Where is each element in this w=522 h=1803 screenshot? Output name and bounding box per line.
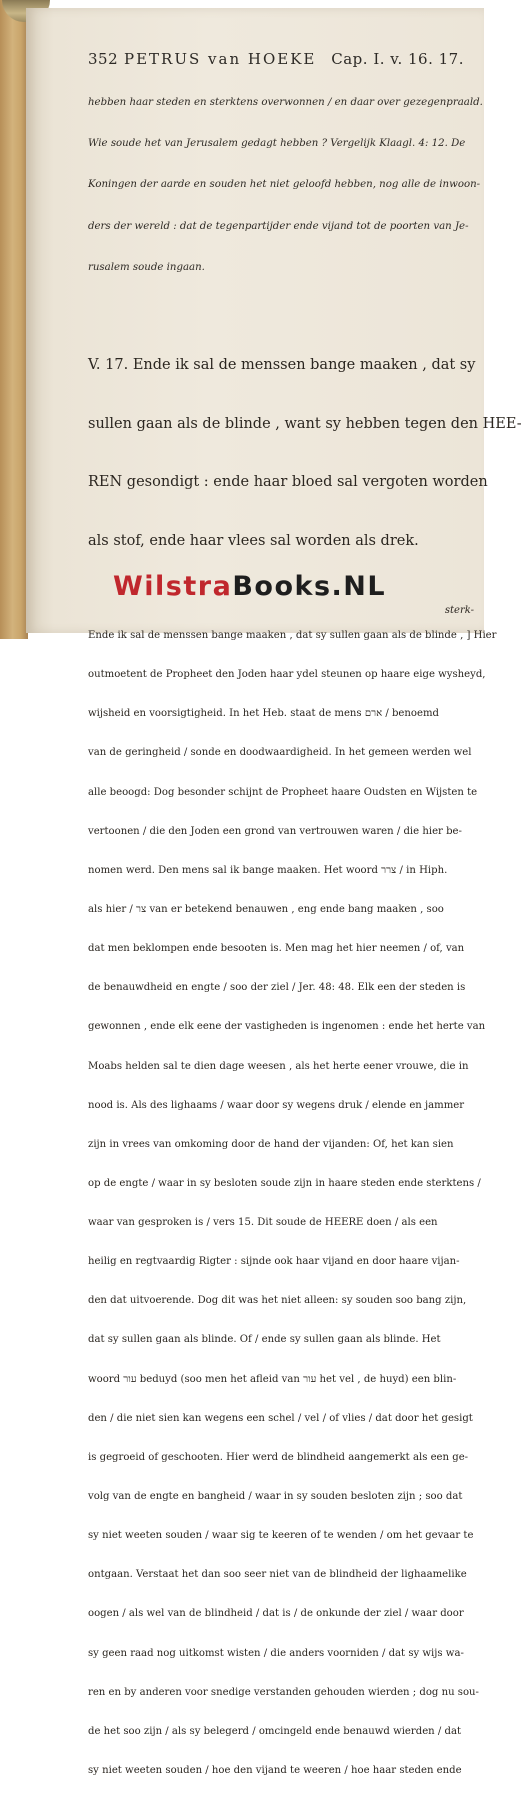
- commentary-line: als hier / צר van er betekend benauwen , eng ende bang maaken , soo: [88, 903, 444, 915]
- text-line: hebben haar steden en sterktens overwonnen / en daar over gezegenpraald.: [88, 96, 483, 108]
- page-number: 352: [88, 50, 119, 68]
- running-head-reference: Cap. I. v. 16. 17.: [331, 50, 464, 68]
- commentary-line: oogen / als wel van de blindheid / dat is / de onkunde der ziel / waar door: [88, 1608, 464, 1620]
- commentary-line: gewonnen , ende elk eene der vastigheden is ingenomen : ende het herte van: [88, 1021, 486, 1033]
- page-content: [88, 50, 522, 1803]
- watermark-part-red: Wilstra: [113, 571, 233, 602]
- running-head: [88, 50, 480, 68]
- book-page: [26, 8, 522, 1777]
- commentary-line: wijsheid en voorsigtigheid. In het Heb. staat de mens ארם / benoemd: [88, 708, 439, 720]
- commentary-line: nomen werd. Den mens sal ik bange maaken. Het woord צרר / in Hiph.: [88, 864, 448, 876]
- verse-line: V. 17. Ende ik sal de menssen bange maaken , dat sy: [88, 356, 476, 373]
- verse-line: als stof, ende haar vlees sal worden als drek.: [88, 533, 419, 550]
- watermark-logo: [113, 571, 386, 602]
- commentary-line: op de engte / waar in sy besloten soude zijn in haare steden ende sterktens /: [88, 1177, 481, 1189]
- commentary-line: sy niet weeten souden / waar sig te keeren of te wenden / om het gevaar te: [88, 1530, 474, 1542]
- text-line: rusalem soude ingaan.: [88, 262, 205, 274]
- verse-line: sullen gaan als de blinde , want sy hebben tegen den HEE-: [88, 415, 522, 432]
- commentary-line: waar van gesproken is / vers 15. Dit soude de HEERE doen / als een: [88, 1217, 438, 1229]
- commentary-line: de benauwdheid en engte / soo der ziel / Jer. 48: 48. Elk een der steden is: [88, 982, 466, 994]
- commentary-line: Ende ik sal de menssen bange maaken , dat sy sullen gaan als de blinde , ] Hier: [88, 629, 497, 641]
- top-paragraph: [88, 68, 483, 303]
- commentary-line: de het soo zijn / als sy belegerd / omcingeld ende benauwd wierden / dat: [88, 1725, 462, 1737]
- commentary-line: den dat uitvoerende. Dog dit was het niet alleen: sy souden soo bang zijn,: [88, 1295, 467, 1307]
- commentary-line: dat sy sullen gaan als blinde. Of / ende sy sullen gaan als blinde. Het: [88, 1334, 441, 1346]
- book-spine: [0, 0, 28, 639]
- commentary-line: nood is. Als des lighaams / waar door sy wegens druk / elende en jammer: [88, 1099, 465, 1111]
- commentary-paragraph: [88, 603, 497, 1803]
- commentary-line: ontgaan. Verstaat het dan soo seer niet van de blindheid der lighaamelike: [88, 1569, 467, 1581]
- commentary-line: woord עור beduyd (soo men het afleid van עור het vel , de huyd) een blin-: [88, 1373, 457, 1385]
- verse-17-paragraph: [88, 317, 522, 591]
- commentary-line: volg van de engte en bangheid / waar in sy souden besloten zijn ; soo dat: [88, 1491, 463, 1503]
- commentary-line: sy geen raad nog uitkomst wisten / die anders voorniden / dat sy wijs wa-: [88, 1647, 464, 1659]
- commentary-line: vertoonen / die den Joden een grond van vertrouwen waren / die hier be-: [88, 825, 462, 837]
- commentary-line: Moabs helden sal te dien dage weesen , als het herte eener vrouwe, die in: [88, 1060, 469, 1072]
- catchword: sterk-: [444, 605, 474, 616]
- commentary-line: dat men beklompen ende besooten is. Men mag het hier neemen / of, van: [88, 943, 465, 955]
- watermark-part-black: Books.NL: [232, 571, 387, 602]
- text-line: ders der wereld : dat de tegenpartijder ende vijand tot de poorten van Je-: [88, 220, 469, 232]
- commentary-line: outmoetent de Propheet den Joden haar ydel steunen op haare eige wysheyd,: [88, 669, 486, 681]
- text-line: Koningen der aarde en souden het niet geloofd hebben, nog alle de inwoon-: [88, 179, 481, 191]
- commentary-line: is gegroeid of geschooten. Hier werd de blindheid aangemerkt als een ge-: [88, 1451, 469, 1463]
- verse-line: REN gesondigt : ende haar bloed sal vergoten worden: [88, 474, 488, 491]
- running-head-author: PETRUS van HOEKE: [124, 50, 317, 68]
- commentary-line: van de geringheid / sonde en doodwaardigheid. In het gemeen werden wel: [88, 747, 472, 759]
- commentary-line: ren en by anderen voor snedige verstanden gehouden wierden ; dog nu sou-: [88, 1686, 479, 1698]
- commentary-line: alle beoogd: Dog besonder schijnt de Propheet haare Oudsten en Wijsten te: [88, 786, 478, 798]
- text-line: Wie soude het van Jerusalem gedagt hebben ? Vergelijk Klaagl. 4: 12. De: [88, 137, 466, 149]
- commentary-line: heilig en regtvaardig Rigter : sijnde ook haar vijand en door haare vijan-: [88, 1256, 460, 1268]
- commentary-line: zijn in vrees van omkoming door de hand der vijanden: Of, het kan sien: [88, 1138, 454, 1150]
- commentary-line: sy niet weeten souden / hoe den vijand te weeren / hoe haar steden ende: [88, 1765, 462, 1777]
- commentary-line: den / die niet sien kan wegens een schel / vel / of vlies / dat door het gesigt: [88, 1412, 473, 1424]
